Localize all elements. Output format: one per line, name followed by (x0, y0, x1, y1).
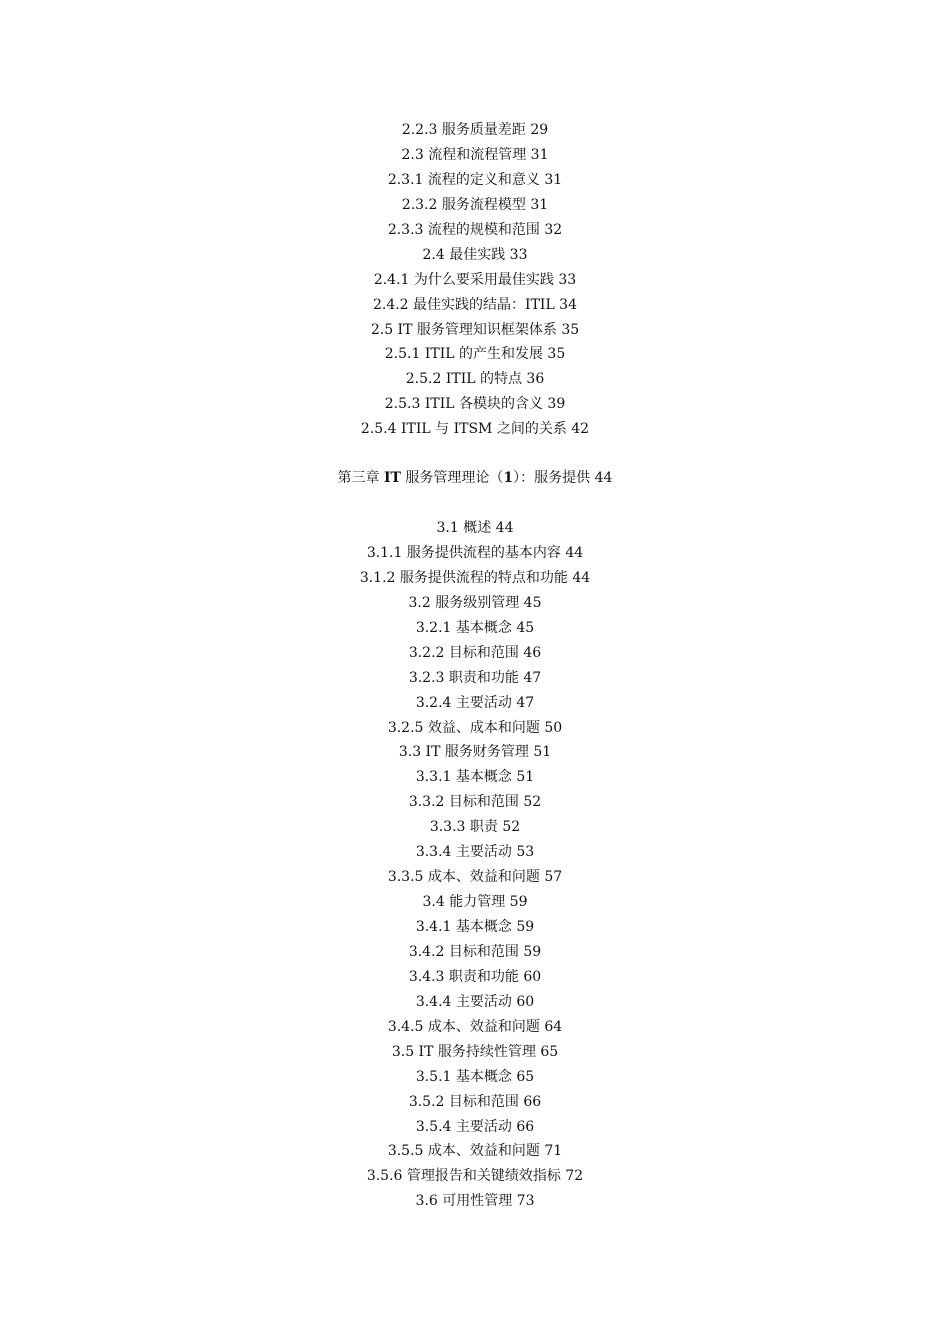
toc-entry: 3.2.1 基本概念 45 (415, 619, 535, 636)
toc-entry: 3.2 服务级别管理 45 (408, 594, 542, 611)
toc-entry: 2.5.4 ITIL 与 ITSM 之间的关系 42 (360, 421, 590, 438)
toc-entry: 2.3.2 服务流程模型 31 (401, 196, 549, 213)
toc-entry: 2.3 流程和流程管理 31 (401, 146, 549, 163)
toc-entry: 2.4 最佳实践 33 (422, 246, 528, 263)
toc-entry: 2.3.3 流程的规模和范围 32 (387, 221, 563, 238)
toc-entry: 2.4.2 最佳实践的结晶：ITIL 34 (372, 296, 578, 313)
chapter-suffix: ）：服务提供 44 (513, 470, 613, 486)
toc-entry: 2.5.2 ITIL 的特点 36 (405, 371, 545, 388)
toc-entry: 3.2.2 目标和范围 46 (408, 644, 542, 661)
toc-entry: 3.6 可用性管理 73 (415, 1193, 535, 1210)
toc-entry: 3.5 IT 服务持续性管理 65 (391, 1043, 559, 1060)
toc-entry: 3.4.4 主要活动 60 (415, 993, 535, 1010)
toc-entry: 3.4.1 基本概念 59 (415, 919, 535, 935)
toc-entry: 3.3.3 职责 52 (429, 819, 521, 836)
toc-entry: 3.4.2 目标和范围 59 (408, 943, 542, 960)
toc-entry: 3.4 能力管理 59 (422, 894, 528, 911)
toc-entry: 3.3.2 目标和范围 52 (408, 794, 542, 811)
chapter-bold-number: 1 (503, 470, 514, 486)
toc-entry: 3.4.5 成本、效益和问题 64 (387, 1018, 563, 1035)
toc-entry: 3.3.5 成本、效益和问题 57 (387, 869, 563, 886)
chapter-mid: 服务管理理论（ (400, 470, 504, 486)
toc-entry: 2.5.3 ITIL 各模块的含义 39 (384, 396, 566, 413)
toc-entry: 3.5.6 管理报告和关键绩效指标 72 (366, 1168, 584, 1185)
chapter-prefix: 第三章 (337, 470, 384, 486)
toc-list-section-3 (0, 516, 950, 1214)
toc-entry: 3.1 概述 44 (436, 520, 514, 536)
toc-entry: 2.4.1 为什么要采用最佳实践 33 (373, 271, 577, 288)
toc-entry: 3.2.5 效益、成本和问题 50 (387, 719, 563, 736)
toc-entry: 3.3.1 基本概念 51 (415, 769, 535, 786)
toc-entry: 3.3.4 主要活动 53 (415, 844, 535, 861)
toc-entry: 3.2.3 职责和功能 47 (408, 669, 542, 686)
toc-entry: 3.2.4 主要活动 47 (415, 694, 535, 711)
toc-entry: 2.3.1 流程的定义和意义 31 (387, 171, 563, 188)
toc-entry: 3.5.1 基本概念 65 (415, 1068, 535, 1085)
toc-entry: 3.5.2 目标和范围 66 (408, 1093, 542, 1110)
toc-entry: 2.5 IT 服务管理知识框架体系 35 (370, 321, 580, 338)
toc-list-section-2 (0, 118, 950, 442)
toc-entry: 3.5.4 主要活动 66 (415, 1118, 535, 1135)
toc-entry: 3.1.2 服务提供流程的特点和功能 44 (359, 569, 591, 586)
toc-entry: 3.1.1 服务提供流程的基本内容 44 (366, 544, 584, 561)
toc-entry: 3.4.3 职责和功能 60 (408, 968, 542, 985)
toc-entry: 3.5.5 成本、效益和问题 71 (387, 1143, 563, 1160)
toc-entry: 3.3 IT 服务财务管理 51 (398, 744, 552, 761)
toc-entry: 2.2.3 服务质量差距 29 (401, 122, 549, 138)
chapter-bold-it: IT (384, 470, 401, 486)
chapter-heading (0, 466, 950, 491)
toc-entry: 2.5.1 ITIL 的产生和发展 35 (384, 346, 566, 363)
